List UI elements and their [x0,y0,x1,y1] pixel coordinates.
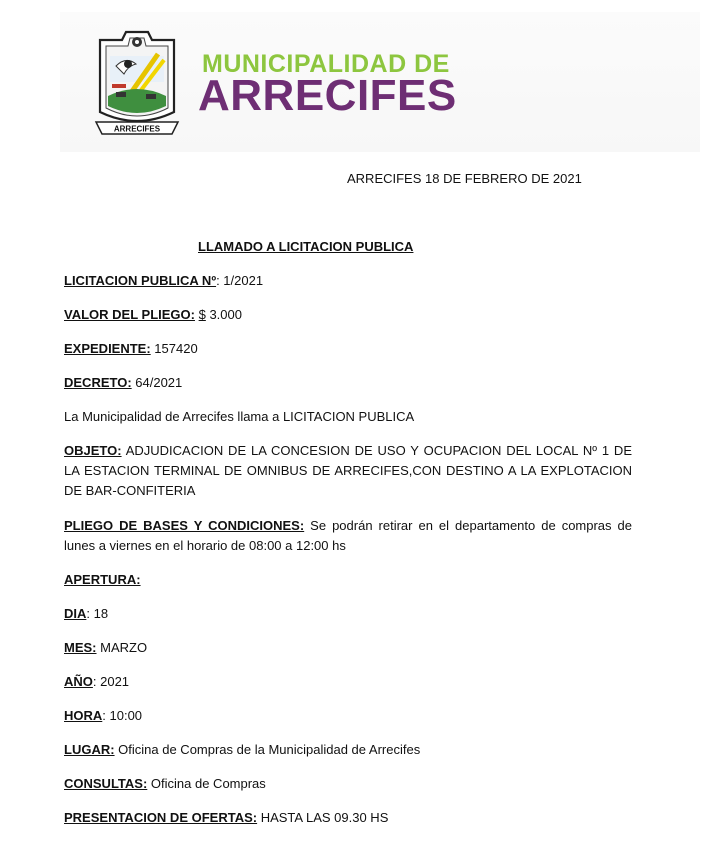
crest-ribbon-text: ARRECIFES [113,124,161,134]
anio-value: : 2021 [92,674,130,689]
hora-row [64,706,632,726]
hora-label: HORA [64,708,103,723]
licitacion-row [64,271,632,291]
expediente-label: EXPEDIENTE: [64,341,151,356]
anio-row [64,672,632,692]
objeto-label: OBJETO: [64,443,122,458]
expediente-value: 157420 [150,341,198,356]
mes-value: MARZO [96,640,148,655]
decreto-row [64,373,632,393]
objeto-value: ADJUDICACION DE LA CONCESION DE USO Y OCUPACION DEL LOCAL Nº 1 DE LA ESTACION TERMINAL DE OMNIBUS DE ARRECIFES,CON DESTINO A LA EXPLOTACION DE BAR-CONFITERIA [64,443,632,498]
objeto-paragraph [64,441,632,501]
apertura-label: APERTURA: [64,572,141,587]
mes-label: MES: [64,640,97,655]
anio-label: AÑO [64,674,93,689]
valor-pliego-label: VALOR DEL PLIEGO: [64,307,195,322]
intro-paragraph: La Municipalidad de Arrecifes llama a LICITACION PUBLICA [64,409,415,424]
brand-name-line2: ARRECIFES [198,71,457,120]
letterhead [60,12,700,152]
pliego-label: PLIEGO DE BASES Y CONDICIONES: [64,518,305,533]
pliego-paragraph [64,516,632,556]
dia-label: DIA [64,606,87,621]
licitacion-label: LICITACION PUBLICA Nº [64,273,217,288]
decreto-value: 64/2021 [131,375,183,390]
brand-name-line1: MUNICIPALIDAD DE [202,50,450,78]
licitacion-value: : 1/2021 [216,273,264,288]
lugar-label: LUGAR: [64,742,115,757]
currency-symbol: $ [198,307,206,322]
presentacion-label: PRESENTACION DE OFERTAS: [64,810,258,825]
lugar-row [64,740,632,760]
expediente-row [64,339,632,359]
apertura-row [64,570,632,590]
decreto-label: DECRETO: [64,375,132,390]
valor-pliego-row [64,305,632,325]
document-date: ARRECIFES 18 DE FEBRERO DE 2021 [347,171,582,186]
valor-pliego-value: 3.000 [205,307,242,322]
lugar-value: Oficina de Compras de la Municipalidad de Arrecifes [114,742,421,757]
hora-value: : 10:00 [102,708,143,723]
consultas-label: CONSULTAS: [64,776,148,791]
presentacion-value: HASTA LAS 09.30 HS [257,810,389,825]
municipal-crest-logo [92,26,182,144]
pliego-value: Se podrán retirar en el departamento de compras de lunes a viernes en el horario de 08:00 a 12:00 hs [64,518,632,553]
consultas-value: Oficina de Compras [147,776,266,791]
mes-row [64,638,632,658]
dia-row [64,604,632,624]
document-title: LLAMADO A LICITACION PUBLICA [198,239,414,254]
consultas-row [64,774,632,794]
dia-value: : 18 [86,606,109,621]
presentacion-row [64,808,632,828]
